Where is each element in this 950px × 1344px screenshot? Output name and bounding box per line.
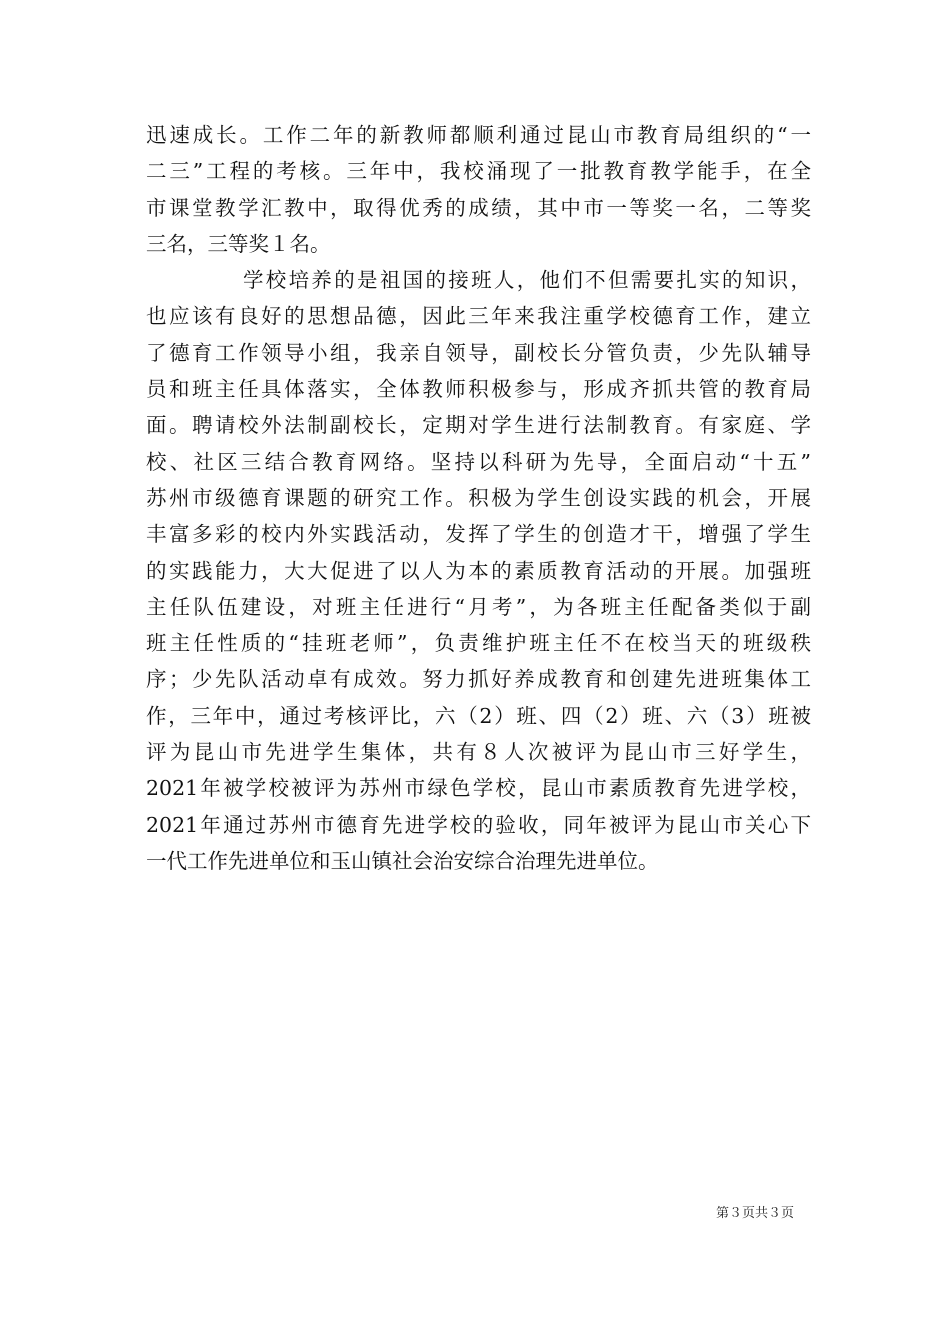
text-line: 市课堂教学汇教中，取得优秀的成绩，其中市一等奖一名，二等奖 <box>146 195 811 220</box>
text-line: 学校培养的是祖国的接班人，他们不但需要扎实的知识， <box>243 268 811 293</box>
text-line: 迅速成长。工作二年的新教师都顺利通过昆山市教育局组织的“一 <box>146 123 811 147</box>
text-line: 了德育工作领导小组，我亲自领导，副校长分管负责，少先队辅导 <box>146 340 811 365</box>
text-line: 也应该有良好的思想品德，因此三年来我注重学校德育工作，建立 <box>146 304 811 329</box>
text-line: 员和班主任具体落实，全体教师积极参与，形成齐抓共管的教育局 <box>146 377 811 402</box>
body-text <box>146 117 811 879</box>
text-line: 的实践能力，大大促进了以人为本的素质教育活动的开展。加强班 <box>146 558 811 583</box>
page-number: 第３页共３页 <box>716 1206 795 1221</box>
text-line: 班主任性质的“挂班老师”，负责维护班主任不在校当天的班级秩 <box>146 631 811 656</box>
text-line: 校、社区三结合教育网络。坚持以科研为先导，全面启动“十五” <box>146 449 811 474</box>
text-line: 丰富多彩的校内外实践活动，发挥了学生的创造才干，增强了学生 <box>146 522 811 547</box>
text-line: 一代工作先进单位和玉山镇社会治安综合治理先进单位。 <box>146 848 659 873</box>
text-line: 2021年通过苏州市德育先进学校的验收，同年被评为昆山市关心下 <box>146 812 811 837</box>
text-line: 作，三年中，通过考核评比，六（2）班、四（2）班、六（3）班被 <box>146 703 811 728</box>
paragraph-2 <box>146 262 811 879</box>
paragraph-1 <box>146 117 811 262</box>
text-line: 三名，三等奖１名。 <box>146 231 331 256</box>
text-line: 面。聘请校外法制副校长，定期对学生进行法制教育。有家庭、学 <box>146 413 811 438</box>
text-line: 主任队伍建设，对班主任进行“月考”，为各班主任配备类似于副 <box>146 594 811 619</box>
text-line: 苏州市级德育课题的研究工作。积极为学生创设实践的机会，开展 <box>146 485 811 510</box>
text-line: 2021年被学校被评为苏州市绿色学校，昆山市素质教育先进学校， <box>146 776 811 801</box>
text-line: 二三”工程的考核。三年中，我校涌现了一批教育教学能手，在全 <box>146 159 811 184</box>
text-line: 序；少先队活动卓有成效。努力抓好养成教育和创建先进班集体工 <box>146 667 811 692</box>
text-line: 评为昆山市先进学生集体，共有８人次被评为昆山市三好学生， <box>146 740 811 765</box>
